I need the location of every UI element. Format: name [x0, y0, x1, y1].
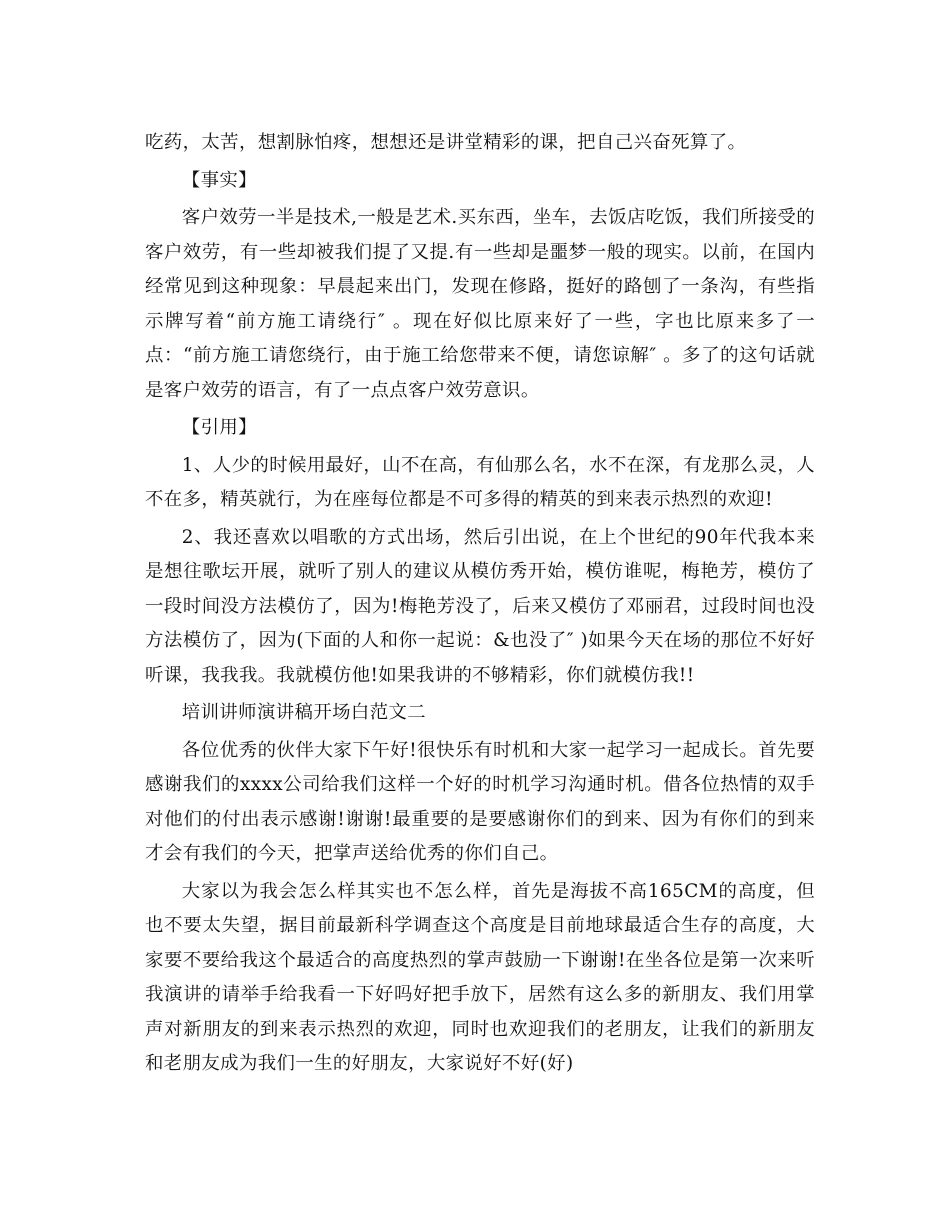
paragraph-continuation: 吃药，太苦，想割脉怕疼，想想还是讲堂精彩的课，把自己兴奋死算了。 — [145, 132, 747, 153]
paragraph-quote-2: 2、我还喜欢以唱歌的方式出场，然后引出说，在上个世纪的90年代我本来是想往歌坛开展，就听了别人的建议从模仿秀开始，模仿谁呢，梅艳芳，模仿了一段时间没方法模仿了，因为!梅艳芳没了，后来又模仿了邓丽君，过段时间也没方法模仿了，因为(下面的人和你一起说：&也没了″ )如果今天在场的那位不好好听课，我我我。我就模仿他!如果我讲的不够精彩，你们就模仿我!! — [145, 526, 815, 686]
section-heading-facts: 【事实】 — [181, 169, 257, 191]
paragraph-self-introduction: 大家以为我会怎么样其实也不怎么样，首先是海拔不高165CM的高度，但也不要太失望，据目前最新科学调查这个高度是目前地球最适合生存的高度，大家要不要给我这个最适合的高度热烈的掌声鼓励一下谢谢!在坐各位是第一次来听我演讲的请举手给我看一下好吗好把手放下，居然有这么多的新朋友、我们用掌声对新朋友的到来表示热烈的欢迎，同时也欢迎我们的老朋友，让我们的新朋友和老朋友成为我们一生的好朋友，大家说好不好(好) — [145, 880, 815, 1074]
paragraph-greeting: 各位优秀的伙伴大家下午好!很快乐有时机和大家一起学习一起成长。首先要感谢我们的xxxx公司给我们这样一个好的时机学习沟通时机。借各位热情的双手对他们的付出表示感谢!谢谢!最重要的是要感谢你们的到来、因为有你们的到来才会有我们的今天，把掌声送给优秀的你们自己。 — [145, 739, 815, 864]
section-heading-quotes: 【引用】 — [181, 417, 257, 438]
paragraph-customer-service: 客户效劳一半是技术,一般是艺术.买东西，坐车，去饭店吃饭，我们所接受的客户效劳，有一些却被我们提了又提.有一些却是噩梦一般的现实。以前，在国内经常见到这种现象：早晨起来出门，发现在修路，挺好的路刨了一条沟，有些指示牌写着“前方施工请绕行″ 。现在好似比原来好了一些，字也比原来多了一点：“前方施工请您绕行，由于施工给您带来不便，请您谅解″ 。多了的这句话就是客户效劳的语言，有了一点点客户效劳意识。 — [145, 207, 815, 401]
section-heading-sample-two: 培训讲师演讲稿开场白范文二 — [181, 702, 427, 723]
document-body — [145, 126, 815, 1082]
paragraph-quote-1: 1、人少的时候用最好，山不在高，有仙那么名，水不在深，有龙那么灵，人不在多，精英就行，为在座每位都是不可多得的精英的到来表示热烈的欢迎! — [145, 454, 815, 510]
